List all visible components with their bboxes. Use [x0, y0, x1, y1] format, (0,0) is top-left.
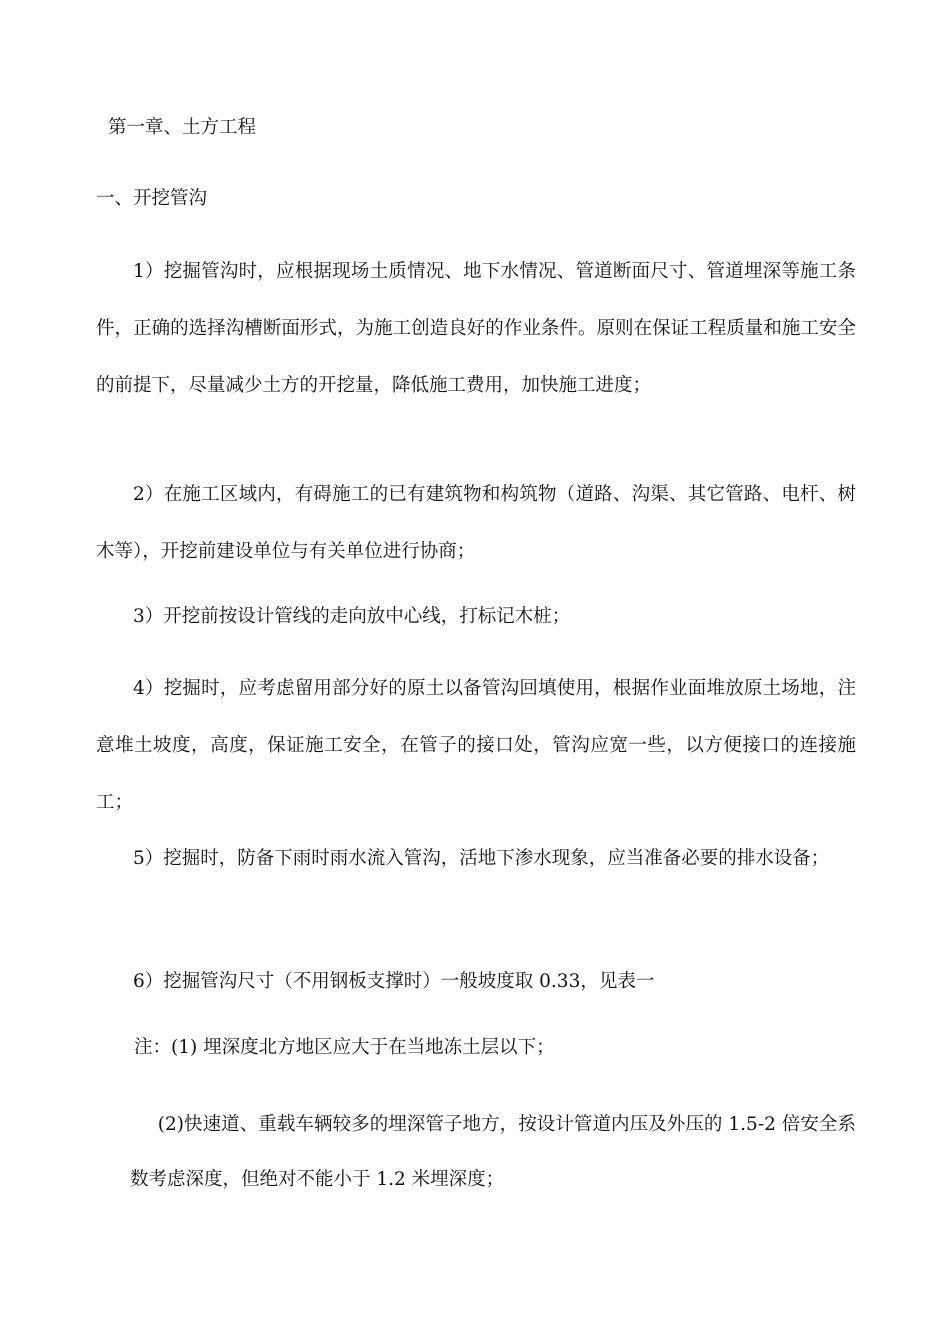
section-title: 一、开挖管沟	[96, 188, 208, 209]
note-1: 注：(1) 埋深度北方地区应大于在当地冻土层以下；	[134, 1037, 555, 1058]
paragraph-4: 4）挖掘时，应考虑留用部分好的原土以备管沟回填使用，根据作业面堆放原土场地，注意堆土坡度，高度，保证施工安全，在管子的接口处，管沟应宽一些，以方便接口的连接施工；	[96, 678, 856, 813]
paragraph-6: 6）挖掘管沟尺寸（不用钢板支撑时）一般坡度取 0.33，见表一	[133, 971, 655, 992]
paragraph-2: 2）在施工区域内，有碍施工的已有建筑物和构筑物（道路、沟渠、其它管路、电杆、树木等），开挖前建设单位与有关单位进行协商；	[96, 484, 856, 562]
note-2: (2)快速道、重载车辆较多的埋深管子地方，按设计管道内压及外压的 1.5-2 倍安全系数考虑深度，但绝对不能小于 1.2 米埋深度；	[130, 1114, 856, 1190]
paragraph-1: 1）挖掘管沟时，应根据现场土质情况、地下水情况、管道断面尺寸、管道埋深等施工条件，正确的选择沟槽断面形式，为施工创造良好的作业条件。原则在保证工程质量和施工安全的前提下，尽量减少土方的开挖量，降低施工费用，加快施工进度；	[96, 261, 856, 396]
chapter-title: 第一章、土方工程	[108, 117, 257, 138]
paragraph-5: 5）挖掘时，防备下雨时雨水流入管沟，活地下渗水现象，应当准备必要的排水设备；	[133, 848, 830, 869]
paragraph-3: 3）开挖前按设计管线的走向放中心线，打标记木桩；	[133, 606, 571, 627]
